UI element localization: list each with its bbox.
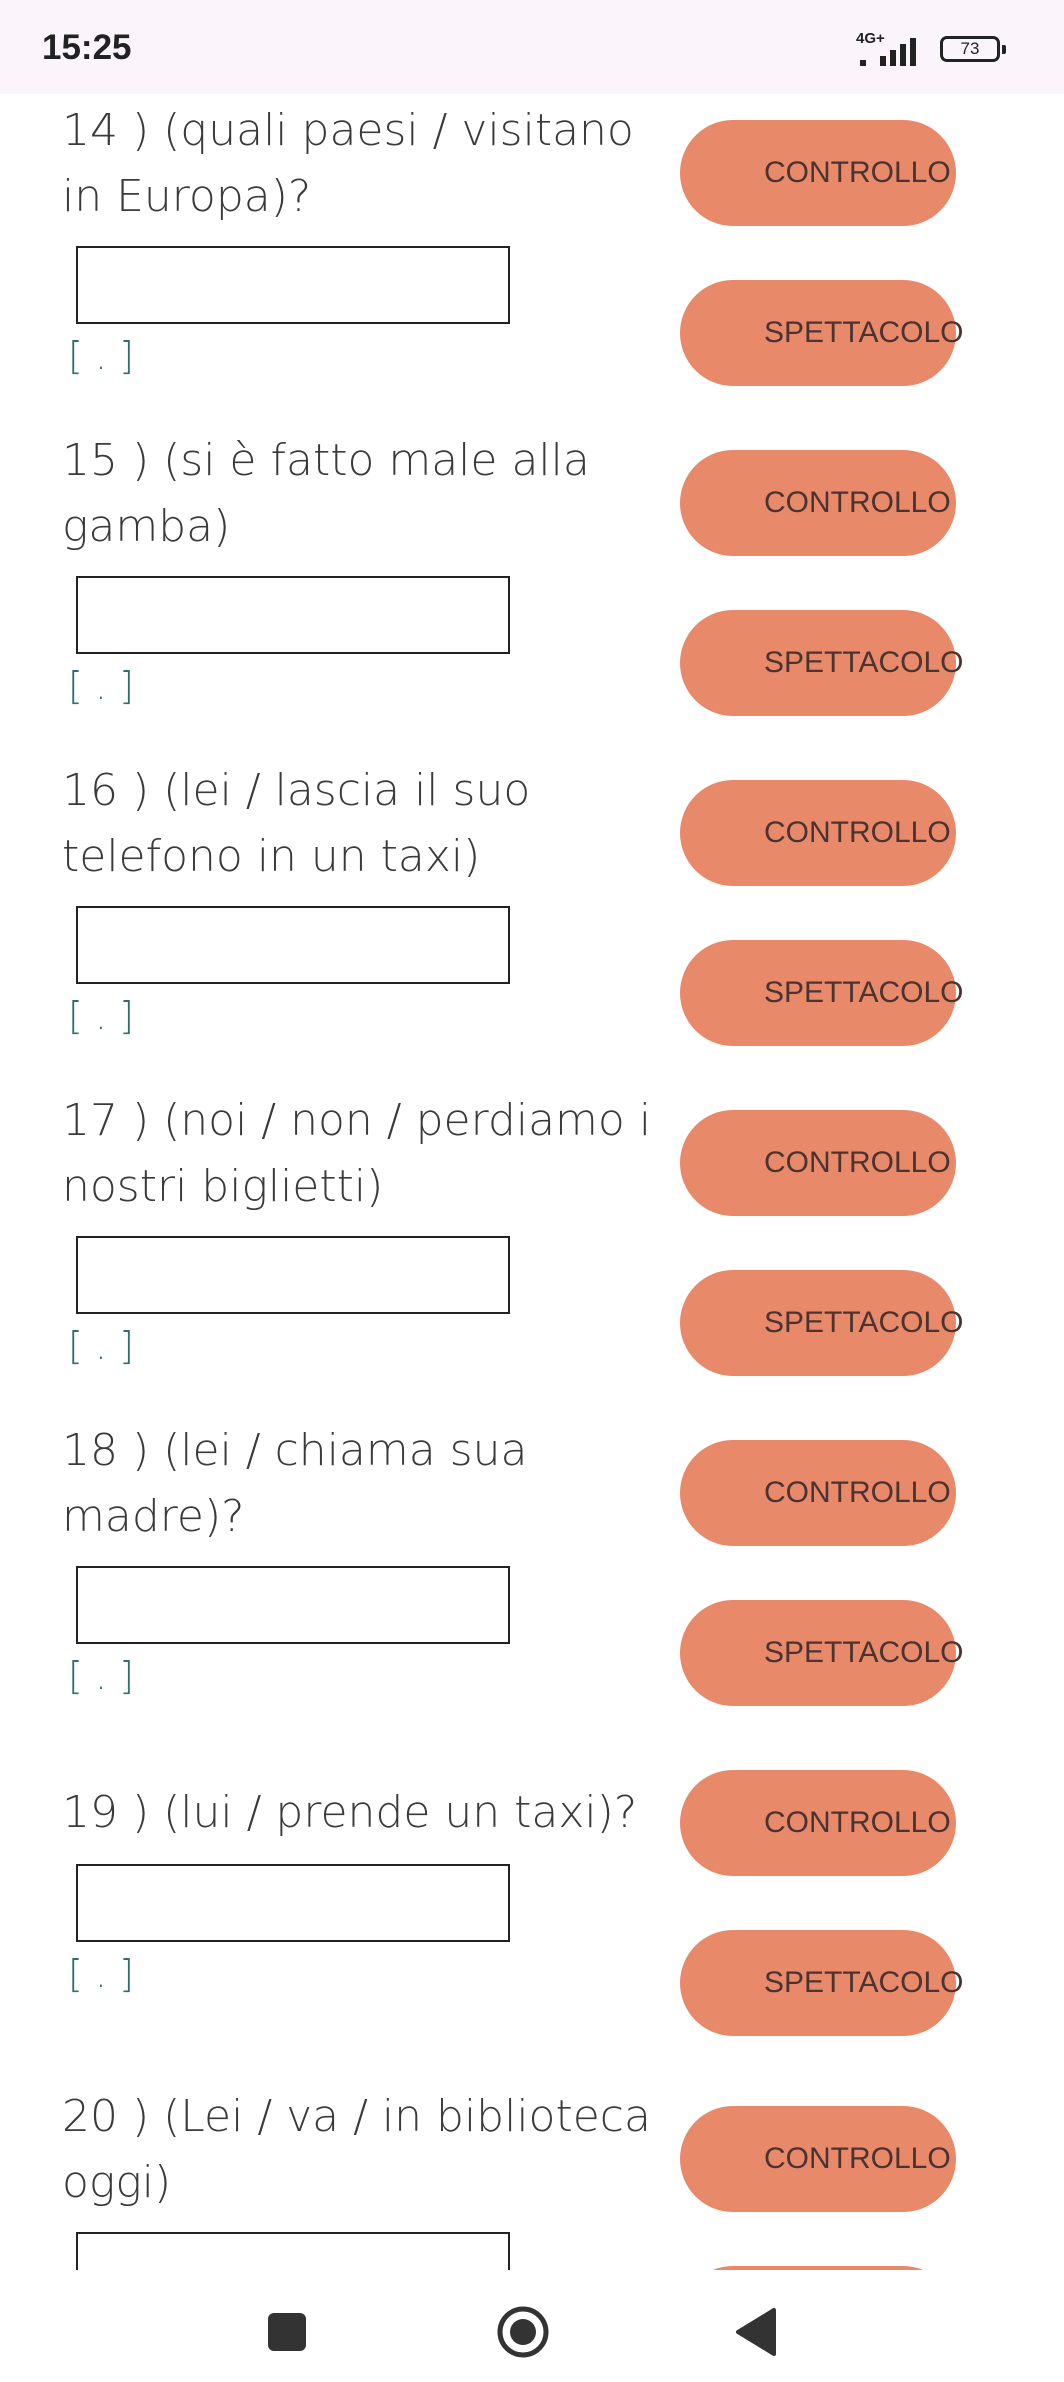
check-button-label: CONTROLLO xyxy=(764,156,951,189)
question-text xyxy=(62,98,652,230)
answer-input[interactable] xyxy=(76,1236,510,1314)
check-button[interactable] xyxy=(680,1110,956,1216)
show-answer-button[interactable] xyxy=(680,1930,964,2036)
feedback-text: [ . ] xyxy=(68,1324,134,1368)
feedback-text: [ . ] xyxy=(68,1952,134,1996)
question-line: 18 ) (lei / chiama sua xyxy=(62,1425,528,1476)
show-answer-button[interactable] xyxy=(680,1270,964,1376)
check-button[interactable] xyxy=(680,1770,956,1876)
question-line: 15 ) (si è fatto male alla xyxy=(62,435,590,486)
check-button-label: CONTROLLO xyxy=(764,816,951,849)
show-answer-button-label: SPETTACOLO xyxy=(764,1306,964,1339)
question-line: 20 ) (Lei / va / in biblioteca xyxy=(62,2091,651,2142)
show-answer-button-label: SPETTACOLO xyxy=(764,976,964,1009)
show-answer-button-label: SPETTACOLO xyxy=(764,1636,964,1669)
check-button[interactable] xyxy=(680,2106,956,2212)
question-line: madre)? xyxy=(62,1491,245,1542)
question-line: gamba) xyxy=(62,501,231,552)
feedback-text: [ . ] xyxy=(68,1654,134,1698)
check-button[interactable] xyxy=(680,120,956,226)
signal-icon xyxy=(858,34,928,70)
check-button[interactable] xyxy=(680,450,956,556)
show-answer-button[interactable] xyxy=(680,940,964,1046)
battery-level: 73 xyxy=(960,39,980,58)
question-line: 16 ) (lei / lascia il suo xyxy=(62,765,531,816)
status-bar xyxy=(0,0,1064,94)
check-button-label: CONTROLLO xyxy=(764,486,951,519)
question-line: 17 ) (noi / non / perdiamo i xyxy=(62,1095,652,1146)
show-answer-button-label: SPETTACOLO xyxy=(764,1966,964,1999)
question-line: telefono in un taxi) xyxy=(62,831,481,882)
question-text xyxy=(62,1088,652,1220)
check-button[interactable] xyxy=(680,1440,956,1546)
question-line: oggi) xyxy=(62,2157,172,2208)
answer-input[interactable] xyxy=(76,576,510,654)
question-text xyxy=(62,2084,652,2216)
question-text xyxy=(62,758,652,890)
question-text xyxy=(62,1418,652,1550)
battery-icon xyxy=(940,36,1000,62)
answer-input[interactable] xyxy=(76,1566,510,1644)
check-button-label: CONTROLLO xyxy=(764,1806,951,1839)
network-type: 4G+ xyxy=(856,30,885,47)
answer-input[interactable] xyxy=(76,246,510,324)
question-line: nostri biglietti) xyxy=(62,1161,384,1212)
exercise-list[interactable] xyxy=(0,94,1064,2270)
question-text xyxy=(62,428,652,560)
question-line: 19 ) (lui / prende un taxi)? xyxy=(62,1787,638,1838)
status-time: 15:25 xyxy=(42,28,132,67)
check-button[interactable] xyxy=(680,780,956,886)
show-answer-button[interactable] xyxy=(680,280,964,386)
home-icon[interactable] xyxy=(496,2305,550,2359)
show-answer-button-label: SPETTACOLO xyxy=(764,316,964,349)
answer-input[interactable] xyxy=(76,1864,510,1942)
show-answer-button[interactable] xyxy=(680,610,964,716)
question-line: 14 ) (quali paesi / visitano xyxy=(62,105,634,156)
feedback-text: [ . ] xyxy=(68,994,134,1038)
recent-apps-icon[interactable] xyxy=(268,2313,306,2351)
answer-input[interactable] xyxy=(76,2232,510,2270)
answer-input[interactable] xyxy=(76,906,510,984)
check-button-label: CONTROLLO xyxy=(764,1476,951,1509)
check-button-label: CONTROLLO xyxy=(764,2142,951,2175)
show-answer-button-label: SPETTACOLO xyxy=(764,646,964,679)
feedback-text: [ . ] xyxy=(68,334,134,378)
back-icon[interactable] xyxy=(734,2306,778,2358)
question-line: in Europa)? xyxy=(62,171,312,222)
show-answer-button[interactable] xyxy=(680,1600,964,1706)
feedback-text: [ . ] xyxy=(68,664,134,708)
check-button-label: CONTROLLO xyxy=(764,1146,951,1179)
question-text xyxy=(62,1780,652,1846)
